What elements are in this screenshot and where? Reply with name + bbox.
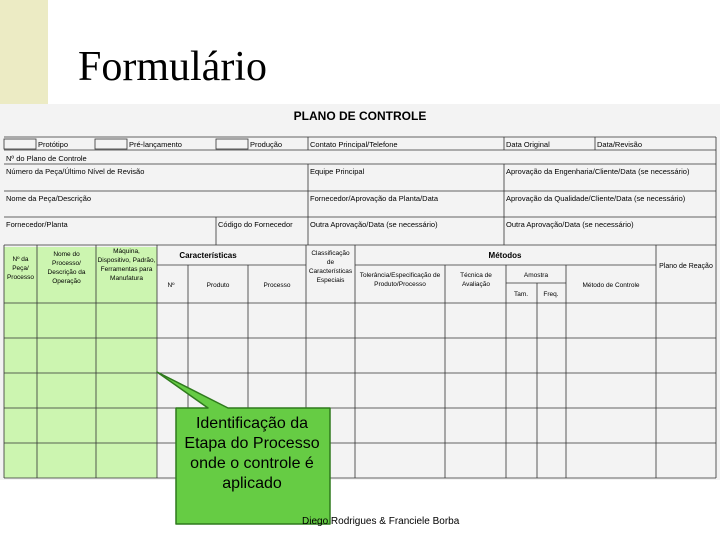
col-plano-reacao: Plano de Reação bbox=[659, 263, 713, 270]
field-codigo-fornecedor: Código do Fornecedor bbox=[218, 220, 293, 229]
col-carac-processo: Processo bbox=[263, 282, 291, 289]
col-metodo-controle: Método de Controle bbox=[582, 282, 640, 289]
field-equipe: Equipe Principal bbox=[310, 167, 365, 176]
col-caracteristicas: Características bbox=[179, 251, 237, 260]
field-outra-aprov-1: Outra Aprovação/Data (se necessário) bbox=[310, 220, 438, 229]
col-maquina: Máquina, Dispositivo, Padrão, Ferramentas para Manufatura bbox=[97, 248, 156, 282]
field-data-original: Data Original bbox=[506, 140, 550, 149]
field-outra-aprov-2: Outra Aprovação/Data (se necessário) bbox=[506, 220, 634, 229]
col-classificacao: Classificação de Características Especiais bbox=[308, 250, 353, 284]
field-data-revisao: Data/Revisão bbox=[597, 140, 643, 149]
col-carac-produto: Produto bbox=[206, 282, 230, 289]
form-title: PLANO DE CONTROLE bbox=[293, 109, 427, 123]
field-num-plano: Nº do Plano de Controle bbox=[6, 154, 87, 163]
field-num-peca: Número da Peça/Último Nível de Revisão bbox=[6, 167, 145, 176]
callout-text: Identificação da Etapa do Processo onde o controle é aplicado bbox=[184, 415, 320, 492]
field-nome-peca: Nome da Peça/Descrição bbox=[6, 194, 92, 203]
footer-credit: Diego Rodrigues & Franciele Borba bbox=[302, 516, 460, 527]
field-fornecedor-aprov: Fornecedor/Aprovação da Planta/Data bbox=[310, 194, 438, 203]
col-metodos: Métodos bbox=[488, 251, 522, 260]
field-contato: Contato Principal/Telefone bbox=[310, 140, 398, 149]
col-amostra-freq: Freq. bbox=[543, 291, 559, 298]
col-carac-num: Nº bbox=[167, 282, 175, 289]
field-aprov-eng: Aprovação da Engenharia/Cliente/Data (se necessário) bbox=[506, 167, 690, 176]
field-pre-lancamento: Pré-lançamento bbox=[129, 140, 182, 149]
col-amostra: Amostra bbox=[523, 272, 549, 279]
field-producao: Produção bbox=[250, 140, 283, 149]
col-nome-processo: Nome do Processo/ Descrição da Operação bbox=[47, 251, 86, 285]
col-tolerancia: Tolerância/Especificação de Produto/Processo bbox=[359, 272, 441, 288]
col-amostra-tam: Tam. bbox=[513, 291, 529, 298]
field-aprov-qualidade: Aprovação da Qualidade/Cliente/Data (se necessário) bbox=[506, 194, 686, 203]
field-prototipo: Protótipo bbox=[38, 140, 69, 149]
slide-title: Formulário bbox=[78, 44, 267, 90]
field-fornecedor-planta: Fornecedor/Planta bbox=[6, 220, 68, 229]
col-num-peca: Nº da Peça/ Processo bbox=[6, 256, 35, 281]
col-tecnica: Técnica de Avaliação bbox=[460, 272, 492, 288]
